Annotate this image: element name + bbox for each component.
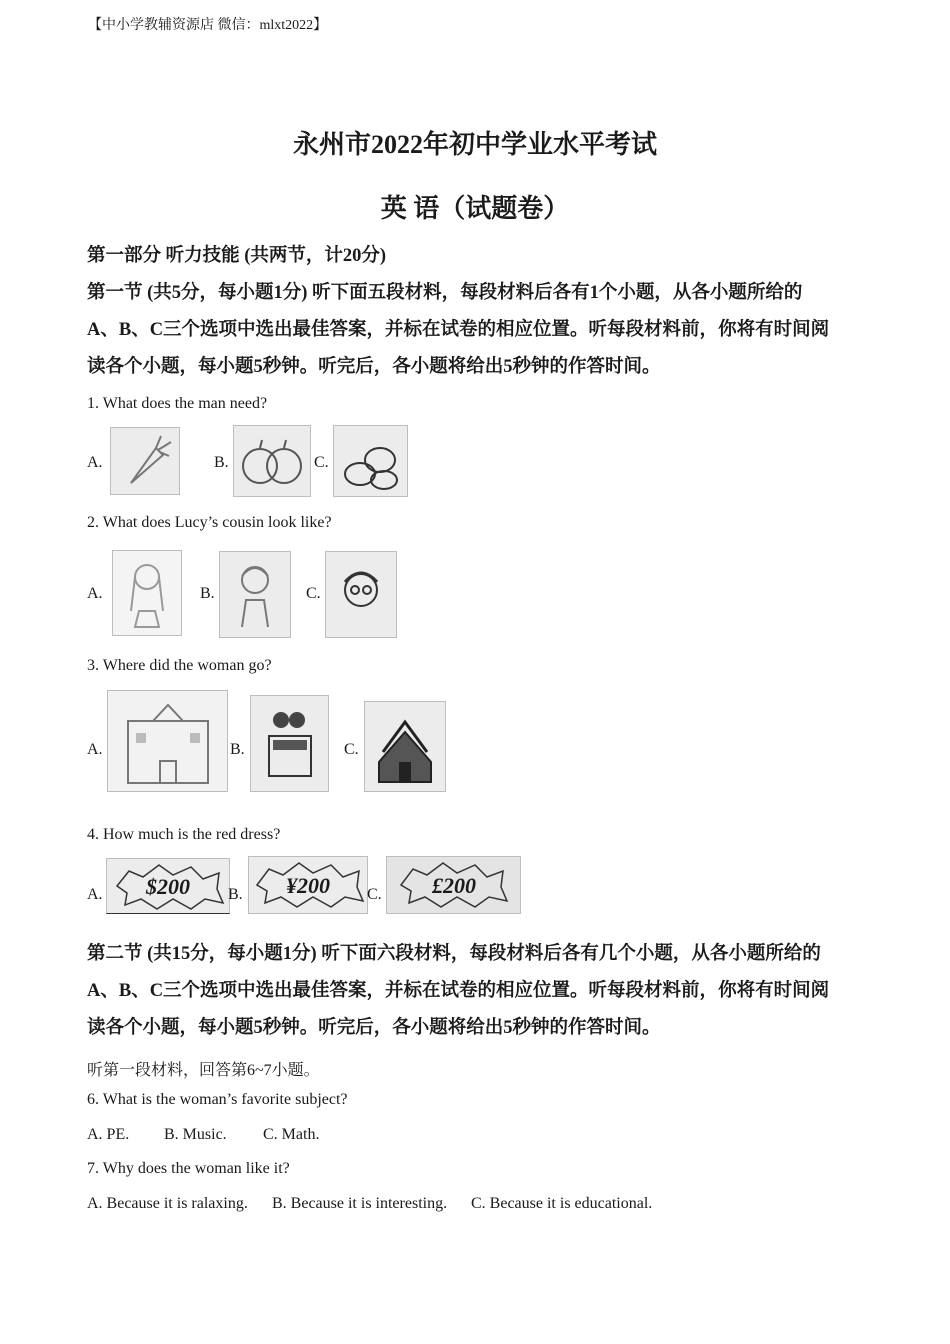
potato-icon: [333, 425, 408, 497]
section2-line2: A、B、C三个选项中选出最佳答案，并标在试卷的相应位置。听每段材料前，你将有时间阅: [87, 981, 830, 1001]
question-3: 3. Where did the woman go?: [87, 657, 272, 674]
q2-option-c-label: C.: [306, 585, 321, 602]
q6-option-b: B. Music.: [164, 1126, 227, 1143]
section1-line1: 第一节 (共5分，每小题1分) 听下面五段材料，每段材料后各有1个小题，从各小题所给的: [87, 283, 803, 303]
price-pound-text: £200: [432, 873, 476, 898]
part1-heading: 第一部分 听力技能 (共两节，计20分): [87, 246, 387, 266]
q2-option-b-label: B.: [200, 585, 215, 602]
q1-option-a-label: A.: [87, 454, 103, 471]
listening-material-1: 听第一段材料，回答第6~7小题。: [87, 1062, 320, 1079]
question-2: 2. What does Lucy’s cousin look like?: [87, 514, 332, 531]
q1-option-c-label: C.: [314, 454, 329, 471]
section2-line3: 读各个小题，每小题5秒钟。听完后，各小题将给出5秒钟的作答时间。: [87, 1018, 661, 1038]
exam-subtitle: 英 语（试题卷）: [380, 194, 570, 223]
q6-option-c: C. Math.: [263, 1126, 320, 1143]
q7-option-b: B. Because it is interesting.: [272, 1195, 448, 1212]
question-7: 7. Why does the woman like it?: [87, 1160, 290, 1177]
section1-line2: A、B、C三个选项中选出最佳答案，并标在试卷的相应位置。听每段材料前，你将有时间阅: [87, 320, 830, 340]
question-4: 4. How much is the red dress?: [87, 826, 281, 843]
bookstore-icon: [364, 701, 446, 792]
price-tag-dollar: [106, 858, 230, 914]
q1-option-b-label: B.: [214, 454, 229, 471]
price-yen-text: ¥200: [286, 873, 330, 898]
section2-line1: 第二节 (共15分，每小题1分) 听下面六段材料，每段材料后各有几个小题，从各小题所给的: [87, 944, 821, 964]
q6-option-a: A. PE.: [87, 1126, 130, 1143]
q3-option-a-label: A.: [87, 741, 103, 758]
price-tag-yen: [248, 856, 368, 914]
question-1: 1. What does the man need?: [87, 395, 268, 412]
q4-option-b-label: B.: [228, 886, 243, 903]
q7-option-a: A. Because it is ralaxing.: [87, 1195, 248, 1212]
q7-option-c: C. Because it is educational.: [471, 1195, 653, 1212]
boy-with-glasses-icon: [325, 551, 397, 638]
page-header: 【中小学教辅资源店 微信：mlxt2022】: [88, 18, 328, 33]
price-tag-pound: [386, 856, 521, 914]
q4-option-a-label: A.: [87, 886, 103, 903]
exam-title: 永州市2022年初中学业水平考试: [292, 130, 657, 159]
carrot-icon: [110, 427, 180, 495]
q3-option-b-label: B.: [230, 741, 245, 758]
question-6: 6. What is the woman’s favorite subject?: [87, 1091, 348, 1108]
short-hair-girl-icon: [219, 551, 291, 638]
long-hair-girl-icon: [112, 550, 182, 636]
school-building-icon: [107, 690, 228, 792]
q2-option-a-label: A.: [87, 585, 103, 602]
q4-option-c-label: C.: [367, 886, 382, 903]
cinema-icon: [250, 695, 329, 792]
price-dollar-text: $200: [146, 874, 190, 899]
q3-option-c-label: C.: [344, 741, 359, 758]
section1-line3: 读各个小题，每小题5秒钟。听完后，各小题将给出5秒钟的作答时间。: [87, 357, 661, 377]
tomato-icon: [233, 425, 311, 497]
